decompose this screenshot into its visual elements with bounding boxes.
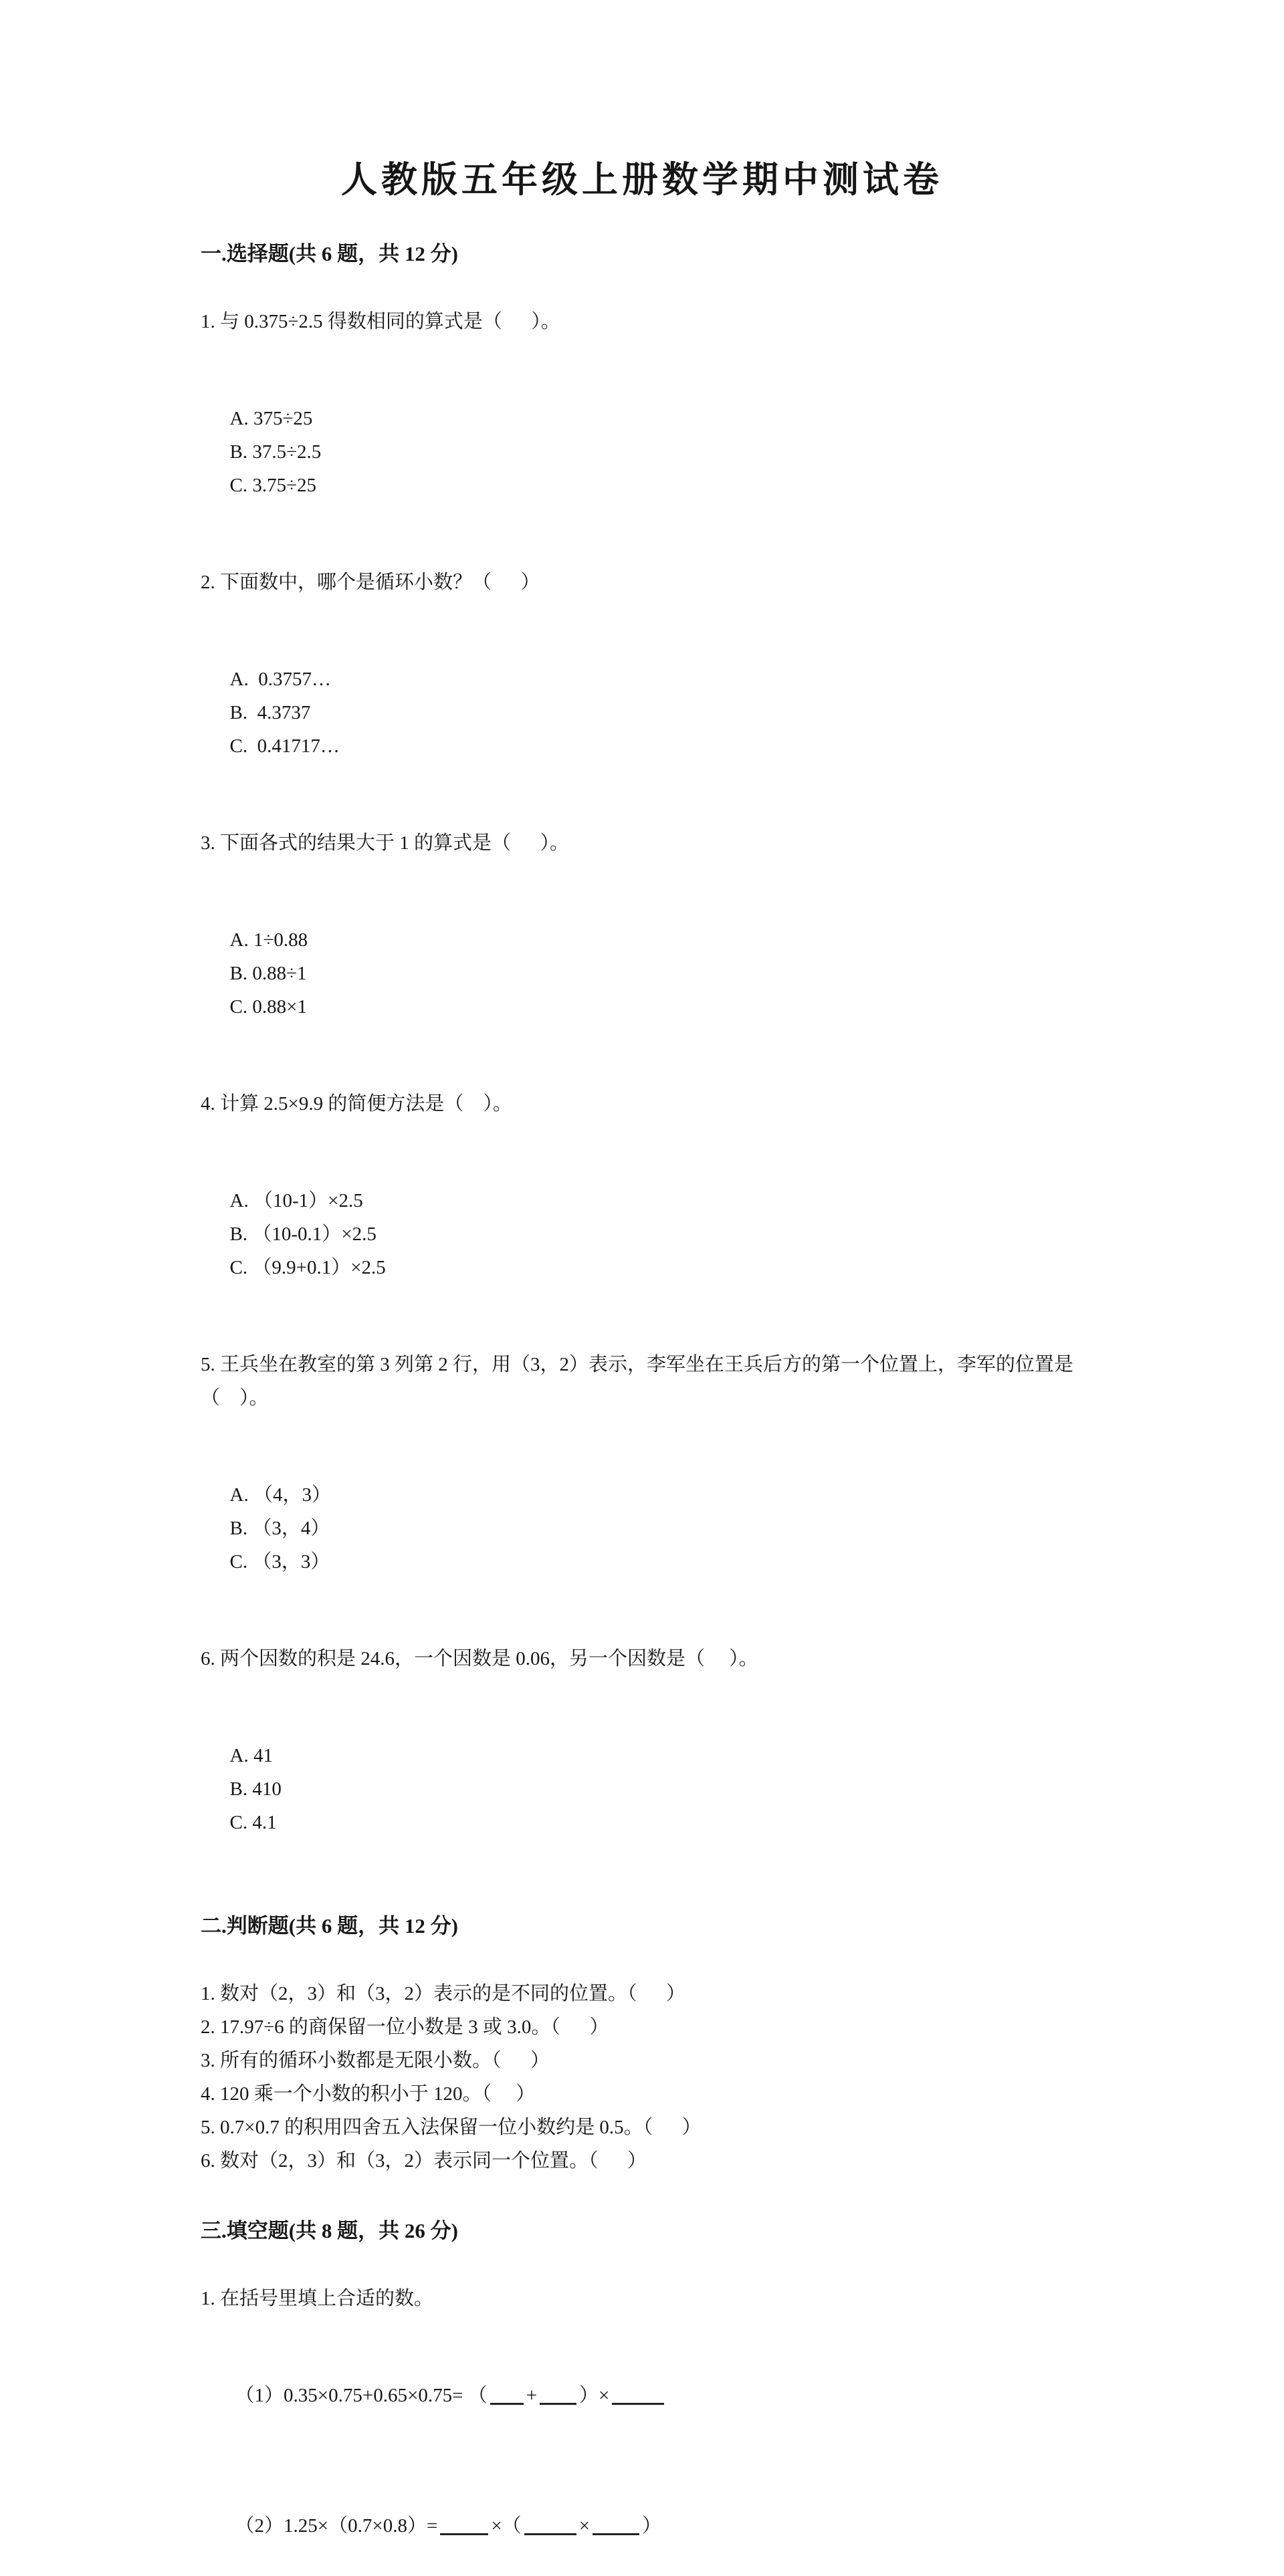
option-b: B. 4.3737 [229, 702, 311, 723]
judge-item-2: 2. 17.97÷6 的商保留一位小数是 3 或 3.0。（ ） [201, 2016, 609, 2038]
option-c: C. （3，3） [229, 1551, 330, 1572]
choice-question-6: 6. 两个因数的积是 24.6，一个因数是 0.06，另一个因数是（ ）。 [201, 1648, 758, 1669]
document-title: 人教版五年级上册数学期中测试卷 [341, 160, 943, 200]
fill-blank [490, 2383, 524, 2405]
choice-question-2: 2. 下面数中，哪个是循环小数？（ ） [201, 572, 540, 593]
option-a: A. 41 [229, 1745, 273, 1766]
fill-text: × [578, 2515, 591, 2537]
option-c: C. 0.88×1 [229, 996, 307, 1018]
fill-blank [540, 2383, 576, 2405]
option-b: B. 0.88÷1 [229, 963, 307, 984]
fill-blank [524, 2513, 576, 2535]
section-choice-heading: 一.选择题(共 6 题，共 12 分) [201, 242, 458, 265]
choice-question-3-options [201, 890, 1083, 1057]
fill-blank [593, 2513, 639, 2535]
judge-item-5: 5. 0.7×0.7 的积用四舍五入法保留一位小数约是 0.5。（ ） [201, 2117, 702, 2138]
fill-text: ）× [579, 2385, 610, 2406]
page-content [0, 239, 1284, 2576]
fill-text: （2）1.25×（0.7×0.8）= [235, 2515, 438, 2537]
choice-question-4-options [201, 1151, 1083, 1318]
option-b: B. 410 [229, 1778, 282, 1800]
option-a: A. （4，3） [229, 1484, 331, 1506]
fill-text: ×（ [491, 2515, 522, 2537]
option-a: A. 1÷0.88 [229, 929, 308, 951]
fill-sub-question-2 [201, 2476, 1083, 2576]
option-b: B. 37.5÷2.5 [229, 441, 322, 463]
choice-question-5-options [201, 1445, 1083, 1612]
option-b: B. （10-0.1）×2.5 [229, 1223, 377, 1245]
judge-item-1: 1. 数对（2，3）和（3，2）表示的是不同的位置。（ ） [201, 1983, 686, 2004]
choice-question-1-options [201, 368, 1083, 536]
choice-question-2-options [201, 629, 1083, 796]
fill-intro: 1. 在括号里填上合适的数。 [201, 2288, 434, 2309]
choice-question-6-options [201, 1706, 1083, 1873]
option-c: C. 4.1 [229, 1812, 277, 1833]
choice-question-5: 5. 王兵坐在教室的第 3 列第 2 行，用（3，2）表示，李军坐在王兵后方的第一个位置上，李军的位置是（ ）。 [201, 1354, 1074, 1409]
option-a: A. （10-1）×2.5 [229, 1190, 363, 1211]
fill-blank [612, 2383, 664, 2405]
choice-question-1: 1. 与 0.375÷2.5 得数相同的算式是（ ）。 [201, 311, 560, 332]
choice-question-4: 4. 计算 2.5×9.9 的简便方法是（ ）。 [201, 1093, 512, 1115]
option-c: C. 3.75÷25 [229, 475, 317, 496]
option-a: A. 0.3757… [229, 669, 331, 690]
judge-list [201, 1977, 1083, 2178]
fill-text: + [526, 2385, 538, 2406]
fill-blank [440, 2513, 488, 2535]
judge-item-3: 3. 所有的循环小数都是无限小数。（ ） [201, 2050, 550, 2071]
option-c: C. （9.9+0.1）×2.5 [229, 1257, 386, 1278]
fill-sub-question-1 [201, 2345, 1083, 2446]
judge-item-4: 4. 120 乘一个小数的积小于 120。（ ） [201, 2083, 536, 2105]
option-a: A. 375÷25 [229, 408, 313, 429]
fill-text: （1）0.35×0.75+0.65×0.75= （ [235, 2385, 488, 2406]
judge-item-6: 6. 数对（2，3）和（3，2）表示同一个位置。（ ） [201, 2150, 647, 2172]
section-judge-heading: 二.判断题(共 6 题，共 12 分) [201, 1914, 458, 1938]
option-c: C. 0.41717… [229, 735, 340, 757]
section-fill-heading: 三.填空题(共 8 题，共 26 分) [201, 2219, 458, 2242]
choice-question-3: 3. 下面各式的结果大于 1 的算式是（ ）。 [201, 832, 570, 854]
option-b: B. （3，4） [229, 1518, 330, 1539]
fill-text: ） [642, 2515, 662, 2537]
